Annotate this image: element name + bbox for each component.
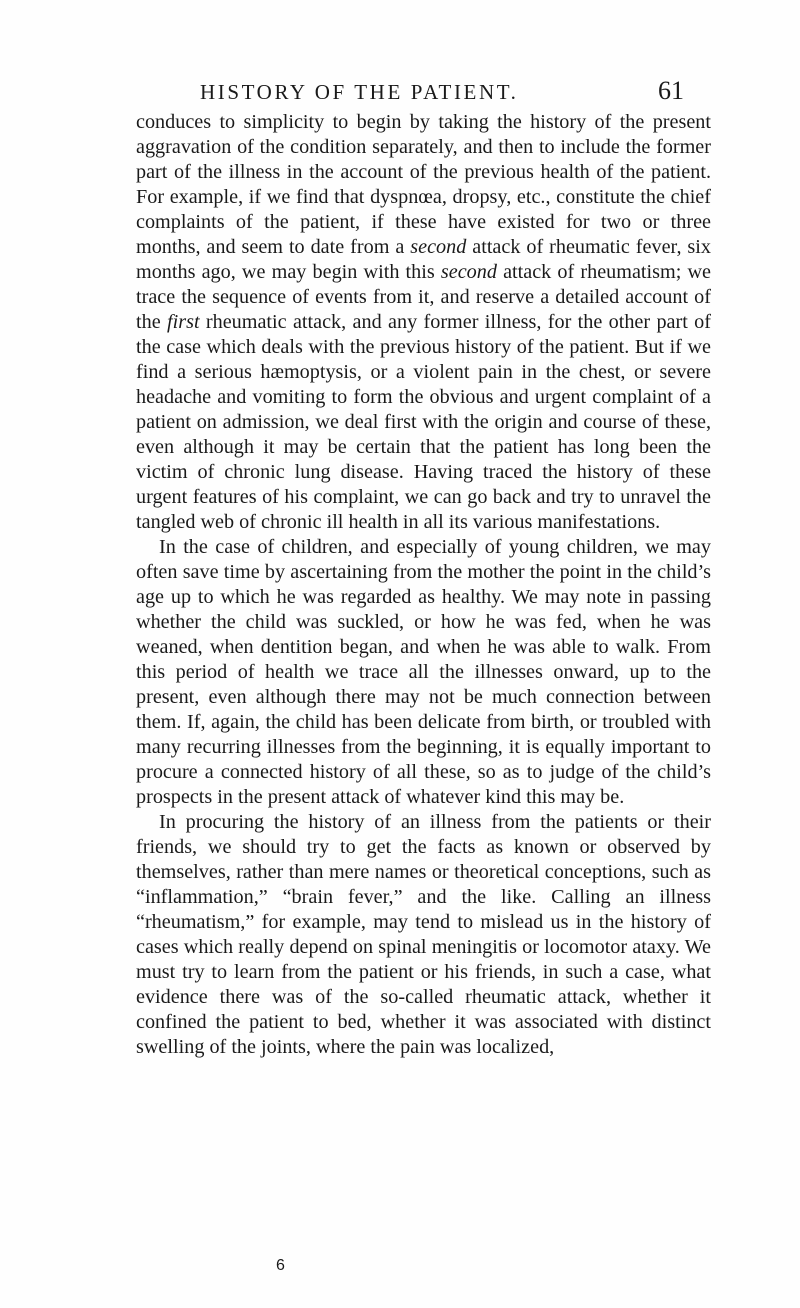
italic-word: first — [167, 311, 200, 333]
body-text — [136, 110, 711, 1060]
text-run: rheumatic attack, and any former illness, for the other part of the case which deals with the previous history of the patient. But if we find a serious hæmoptysis, or a violent pain in the chest, or severe headache and vomiting to form the obvious and urgent complaint of a patient on admission, we deal first with the origin and course of these, even although it may be certain that the patient has long been the victim of chronic lung disease. Having traced the history of these urgent features of his complaint, we can go back and try to unravel the tangled web of chronic ill health in all its various manifestations. — [136, 311, 711, 533]
text-run: attack of rheumatism; we trace the sequence of events from it, and reserve a detailed account of the — [136, 261, 711, 333]
paragraph-continued — [136, 110, 711, 535]
text-run: attack of rheumatic fever, six months ago, we may begin with this — [136, 236, 711, 283]
italic-word: second — [440, 261, 497, 283]
running-title: HISTORY OF THE PATIENT. — [200, 80, 519, 104]
paragraph-children: In the case of children, and especially of young children, we may often save time by ascertaining from the mother the point in the child’s age up to which he was regarded as healthy. We may note in passing whether the child was suckled, or how he was fed, when he was weaned, when dentition began, and when he was able to walk. From this period of health we trace all the illnesses onward, up to the present, even although there may not be much connection between them. If, again, the child has been delicate from birth, or troubled with many recurring illnesses from the beginning, it is equally important to procure a connected history of all these, so as to judge of the child’s prospects in the present attack of whatever kind this may be. — [136, 536, 711, 808]
signature-mark: 6 — [276, 1257, 285, 1274]
italic-word: second — [410, 236, 467, 258]
text-run: conduces to simplicity to begin by taking the history of the present aggravation of the condition separately, and then to include the former part of the illness in the account of the previous health of the patient. For example, if we find that dyspnœa, dropsy, etc., constitute the chief complaints of the patient, if these have existed for two or three months, and seem to date from a — [136, 111, 711, 258]
paragraph-procuring-history: In procuring the history of an illness from the patients or their friends, we should try to get the facts as known or observed by themselves, rather than mere names or theoretical conceptions, such as “inflammation,” “brain fever,” and the like. Calling an illness “rheumatism,” for example, may tend to mislead us in the history of cases which really depend on spinal meningitis or locomotor ataxy. We must try to learn from the patient or his friends, in such a case, what evidence there was of the so-called rheumatic attack, whether it confined the patient to bed, whether it was associated with distinct swelling of the joints, where the pain was localized, — [136, 811, 711, 1058]
page-number: 61 — [658, 76, 684, 105]
